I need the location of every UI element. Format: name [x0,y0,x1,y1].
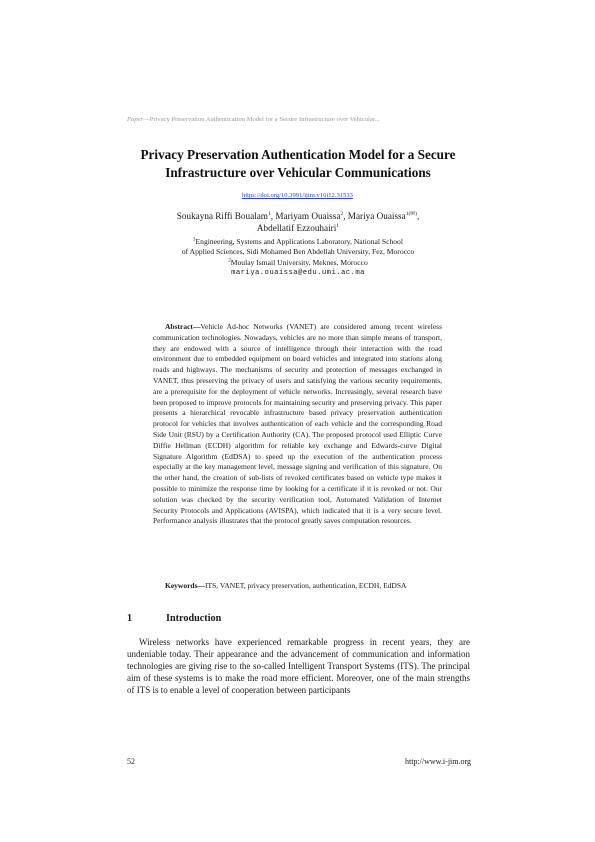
abstract-text: Vehicle Ad-hoc Networks (VANET) are considered among recent wireless communication technologies. Nowadays, vehicles are no more than simple means of transport, they are endowed with a source of intelligence through their interaction with the road environment due to embedded equipment on board vehicles and integrated into stations along roads and highways. The mechanisms of security and protection of messages exchanged in VANET, thus preserving the privacy of users and satisfying the various security requirements, are a prerequisite for the deployment of vehicle networks. Increasingly, several research have been proposed to improve protocols for maintaining security and preserving privacy. This paper presents a hierarchical revocable infrastructure based privacy preservation authentication protocol for vehicles that involves authentication of each vehicle and the corresponding Road Side Unit (RSU) by a Certification Authority (CA). The proposed protocol used Elliptic Curve Diffie Hellman (ECDH) algorithm for reliable key exchange and Edwards-curve Digital Signature Algorithm (EdDSA) to speed up the execution of the authentication process especially at the key management level, message signing and verification of this signature. On the other hand, the creation of sub-lists of revoked certificates based on vehicle type makes it possible to minimize the response time by looking for a certificate if it is revoked or not. Our solution was checked by the security verification tool, Automated Validation of Internet Security Protocols and Applications (AVISPA), which indicated that it is a very secure level. Performance analysis illustrates that the protocol greatly saves computation resources. [153,322,442,526]
affiliation-mark: 1 [193,237,196,243]
author-list: Soukayna Riffi Boualam$^1$, Mariyam Ouaissa$^2$, Mariya Ouaissa$^{1(✉)}$, Abdellatif Ezzouhairi$^1$ [176,210,420,233]
title-line-1: Privacy Preservation Authentication Model for a Secure [140,147,456,162]
affiliation-1-line-1: Engineering, Systems and Applications Laboratory, National School [195,237,403,246]
page-number: 52 [127,757,135,766]
author-email[interactable]: mariya.ouaissa@edu.umi.ac.ma [231,269,365,278]
running-head-text: —Privacy Preservation Authentication Model for a Secure Infrastructure over Vehicular... [143,116,380,123]
author-affiliation-mark: 2 [340,210,344,217]
running-head-label: Paper [127,116,144,123]
keywords [153,581,442,592]
author-name: Abdellatif Ezzouhairi [256,222,337,233]
section-number: 1 [127,613,133,624]
paper-title [92,146,504,181]
author-name: Mariya Ouaissa [347,211,406,221]
author-name: Mariyam Ouaissa [275,211,341,221]
section-title: Introduction [166,613,222,624]
author-name: Soukayna Riffi Boualam [176,211,268,221]
title-line-2: Infrastructure over Vehicular Communications [165,164,431,180]
affiliation-2: Moulay Ismail University, Meknes, Morocco [230,257,368,267]
corresponding-author-mark: 1(✉) [405,210,417,217]
author-affiliation-mark: 1 [336,222,340,229]
keywords-label: Keywords— [165,581,205,590]
introduction-paragraph: Wireless networks have experienced remarkable progress in recent years, they are undeniable today. Their appearance and the advancement of communication and information technologies are giving rise to the so-called Intelligent Transport Systems (ITS). The principal aim of these systems is to make the road more efficient. Moreover, one of the main strengths of ITS is to enable a level of cooperation between participants [127,637,470,696]
section-heading [127,613,221,624]
abstract [153,322,442,527]
author-affiliation-mark: 1 [267,210,271,217]
journal-url[interactable]: http://www.i-jim.org [405,757,471,766]
affiliation-mark: 2 [228,258,231,264]
doi-link[interactable]: https://doi.org/10.3991/ijim.v16i12.31533 [242,192,353,199]
abstract-label: Abstract— [165,322,201,331]
running-head [127,116,467,123]
affiliations [92,237,504,279]
affiliation-1-line-2: of Applied Sciences, Sidi Mohamed Ben Abdellah University, Fez, Morocco [181,247,415,257]
keywords-text: ITS, VANET, privacy preservation, authentication, ECDH, EdDSA [205,581,407,590]
